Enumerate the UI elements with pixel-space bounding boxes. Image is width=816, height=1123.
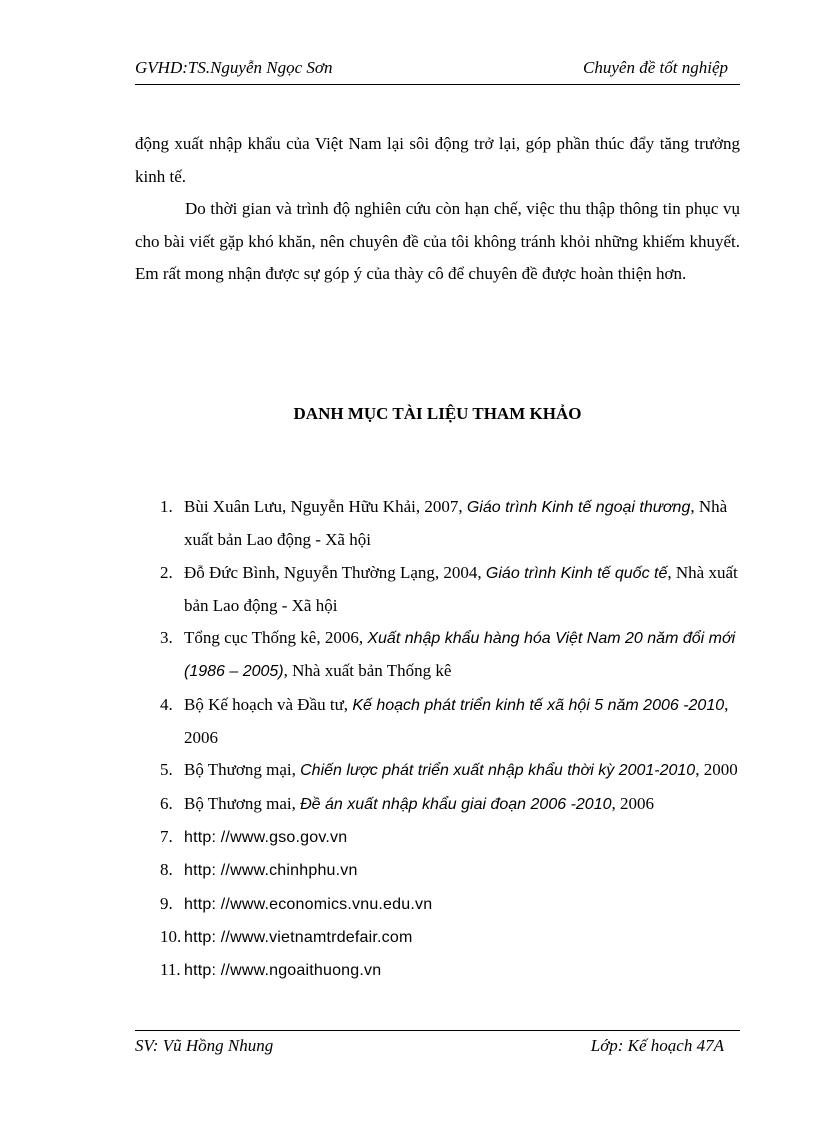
header-advisor: GVHD:TS.Nguyễn Ngọc Sơn [135,58,333,77]
reference-number: 5. [160,760,173,780]
reference-number: 11. [160,960,181,980]
reference-number: 3. [160,628,173,648]
paragraph: động xuất nhập khẩu của Việt Nam lại sôi động trở lại, góp phần thúc đẩy tăng trưởng kinh tế. [135,134,740,186]
reference-list [160,491,740,987]
reference-item [160,557,740,623]
reference-publisher: , Nhà xuất bản Thống kê [283,661,452,681]
reference-publisher: , 2006 [611,793,654,813]
page-header [135,58,740,85]
reference-number: 1. [160,497,173,516]
reference-title: Giáo trình Kinh tế ngoại thương [466,499,691,516]
reference-item [160,689,740,755]
reference-author: Bùi Xuân Lưu, Nguyễn Hữu Khải, 2007, [184,497,467,516]
section-heading: DANH MỤC TÀI LIỆU THAM KHẢO [293,404,582,423]
reference-publisher: , Nhà xuất bản Lao động - Xã hội [184,497,728,550]
reference-title: Giáo trình Kinh tế quốc tế [485,564,668,582]
footer-student: SV: Vũ Hồng Nhung [135,1036,274,1055]
reference-item [160,622,740,689]
reference-publisher: , Nhà xuất bản Lao động - Xã hội [184,562,738,615]
reference-publisher: , 2000 [695,760,738,780]
page-footer [135,1030,740,1061]
paragraph: Do thời gian và trình độ nghiên cứu còn hạn chế, việc thu thập thông tin phục vụ cho bài viết gặp khó khăn, nên chuyên đề của tôi không tránh khỏi những khiếm khuyết. Em rất mong nhận được sự góp ý của thày cô để chuyên đề được hoàn thiện hơn. [135,199,740,283]
reference-item [160,788,740,821]
reference-item [160,888,740,921]
reference-item [160,854,740,887]
body-text [135,128,740,291]
reference-title: Đề án xuất nhập khẩu giai đoạn 2006 -2010 [300,795,612,813]
reference-number: 9. [160,893,173,913]
reference-title: Chiến lược phát triển xuất nhập khẩu thời kỳ 2001-2010 [300,762,696,780]
reference-author: Đỗ Đức Bình, Nguyễn Thường Lạng, 2004, [184,562,486,582]
reference-publisher: , 2006 [184,694,729,748]
reference-number: 2. [160,562,173,582]
reference-author: Bộ Thương mại, [184,760,301,780]
reference-item [160,921,740,954]
reference-item [160,491,740,557]
reference-number: 7. [160,826,173,846]
reference-number: 4. [160,694,173,714]
reference-item [160,954,740,987]
reference-url: http: //www.economics.vnu.edu.vn [184,895,433,913]
reference-url: http: //www.chinhphu.vn [184,862,358,880]
reference-item [160,754,740,787]
reference-title: Kế hoạch phát triển kinh tế xã hội 5 năm 2006 -2010 [352,696,725,714]
reference-url: http: //www.gso.gov.vn [184,828,348,846]
reference-number: 8. [160,860,173,880]
reference-number: 6. [160,793,173,813]
reference-url: http: //www.ngoaithuong.vn [184,962,382,980]
reference-author: Tổng cục Thống kê, 2006, [184,628,368,648]
reference-title: Xuất nhập khẩu hàng hóa Việt Nam 20 năm đổi mới (1986 – 2005) [184,630,736,681]
reference-url: http: //www.vietnamtrdefair.com [184,928,413,946]
reference-number: 10. [160,926,182,946]
header-doc-type: Chuyên đề tốt nghiệp [583,58,728,77]
reference-author: Bộ Kế hoạch và Đầu tư, [184,694,353,714]
footer-class: Lớp: Kế hoạch 47A [590,1036,724,1055]
reference-author: Bộ Thương mai, [184,793,301,813]
reference-item [160,821,740,854]
